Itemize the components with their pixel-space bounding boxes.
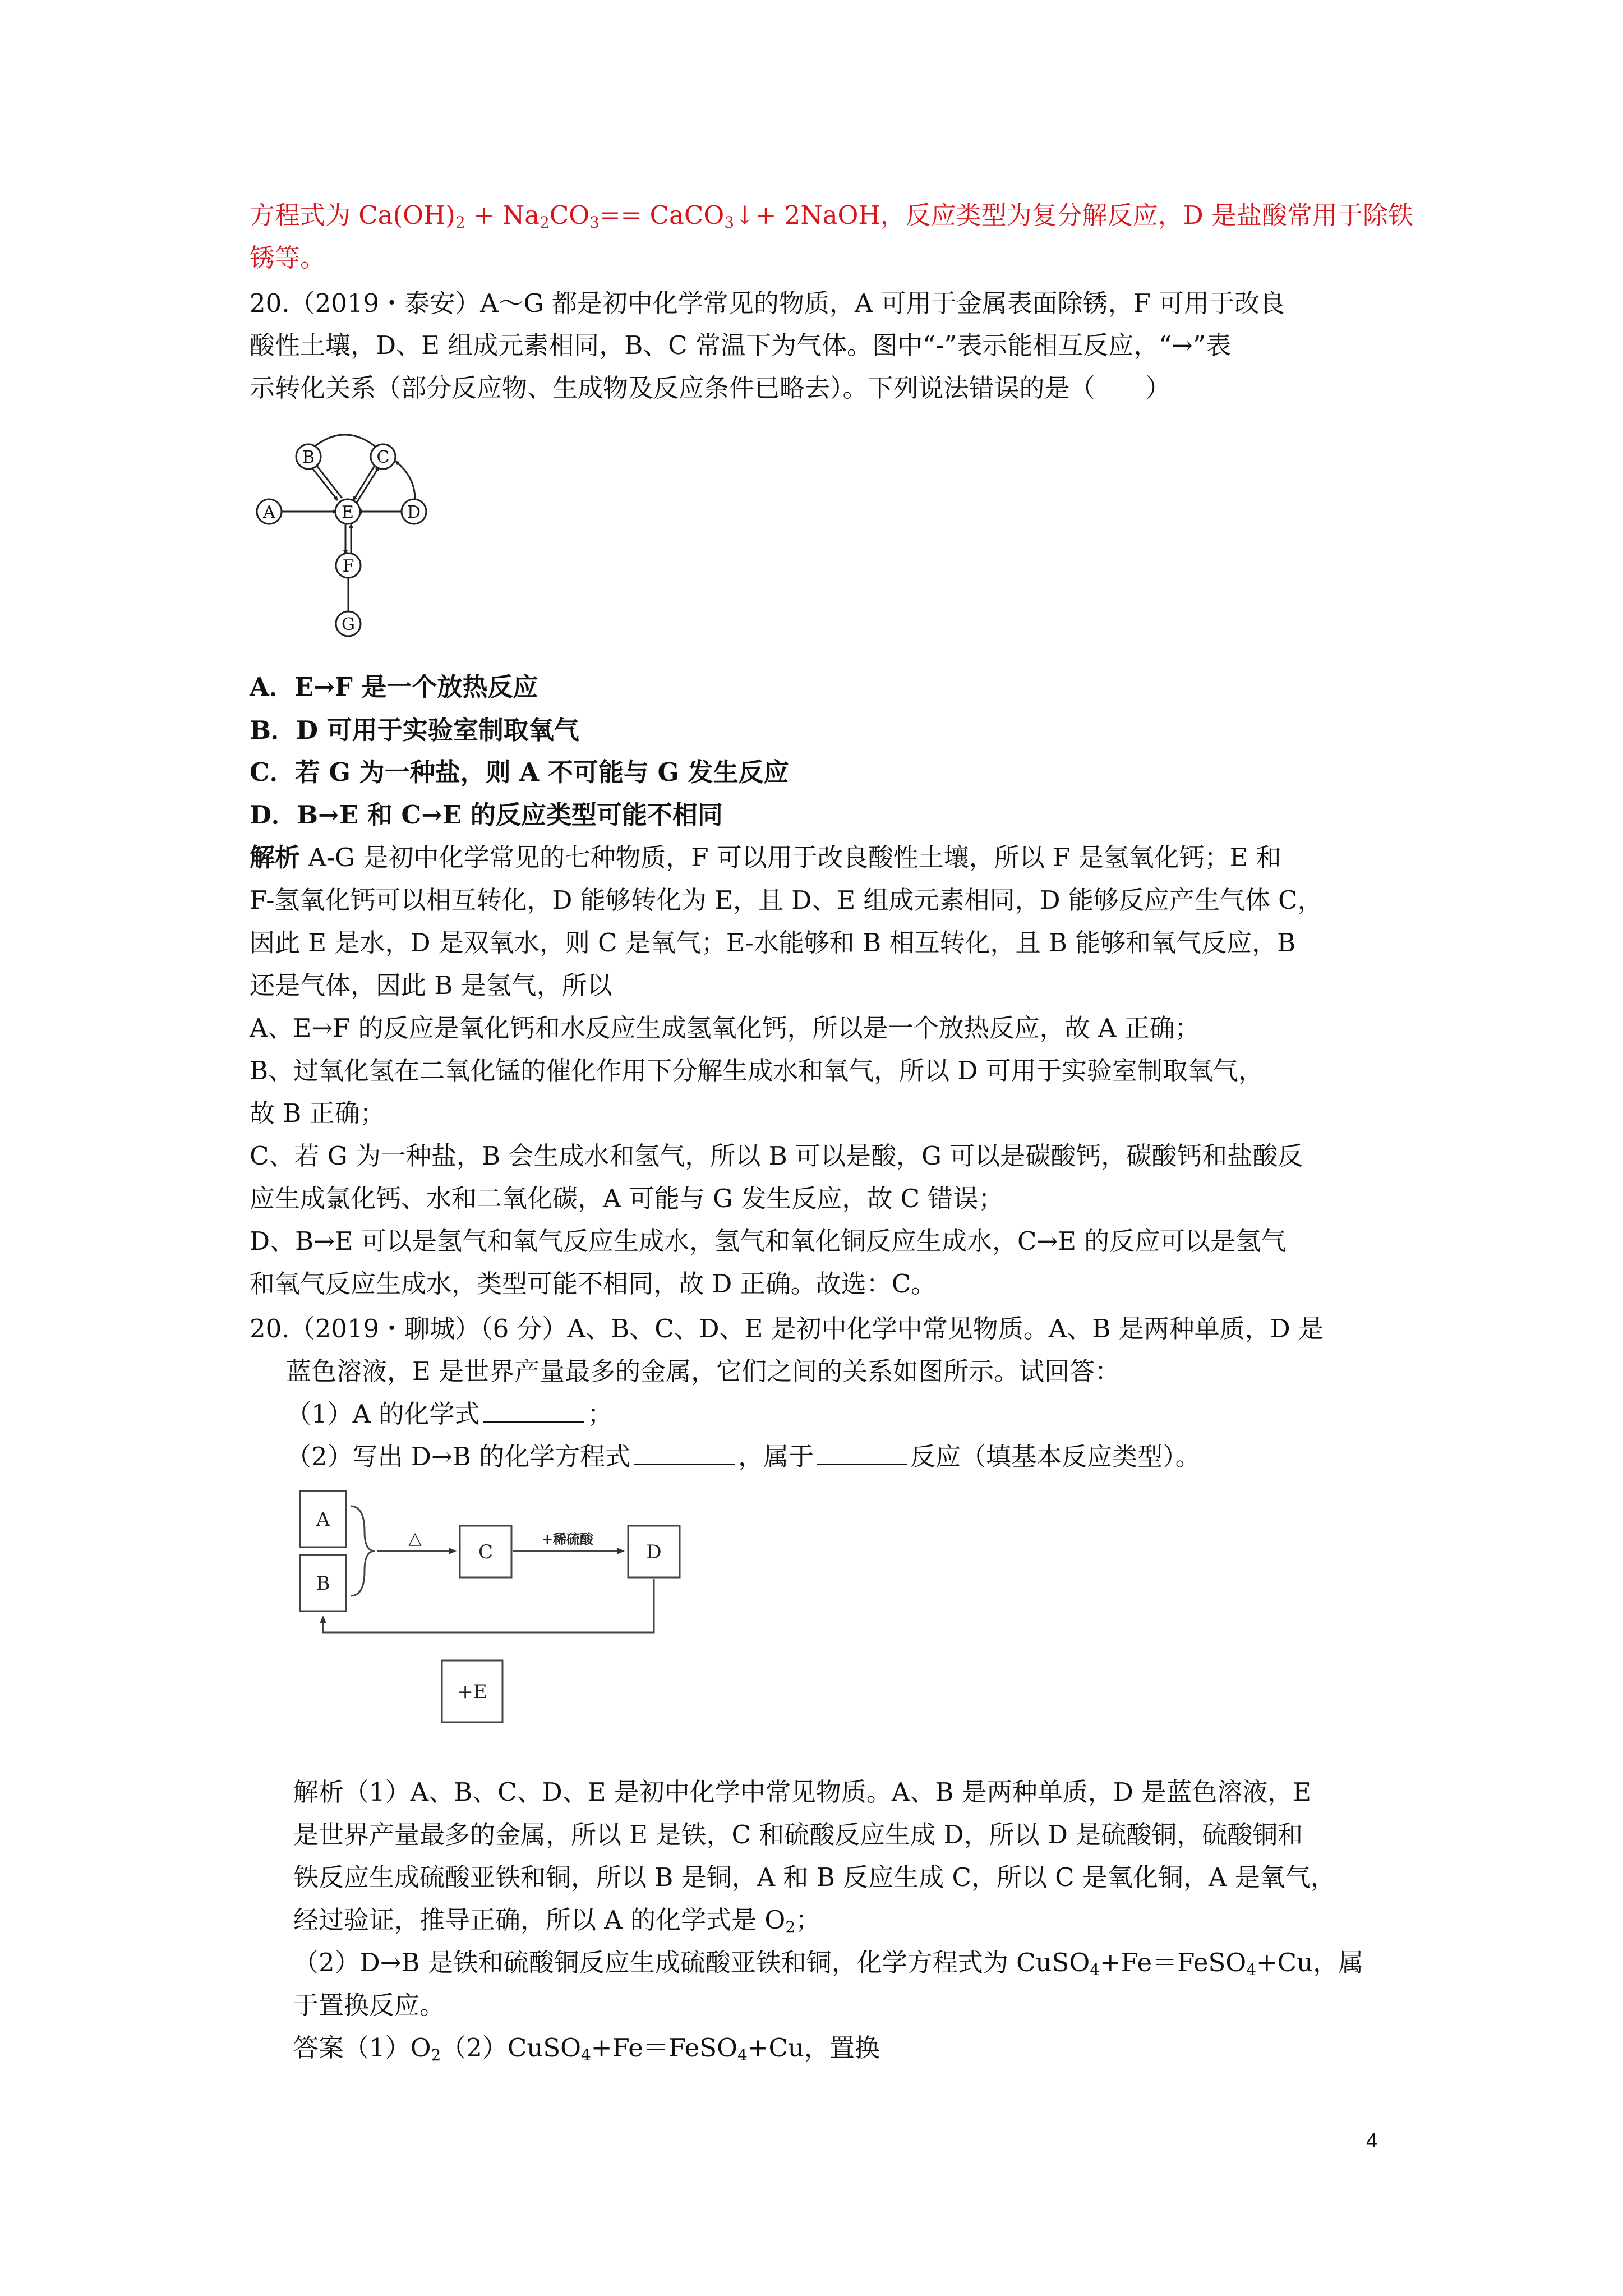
flow-box-b: B [316,1572,330,1595]
q1-analysis-line-7: 故 B 正确； [250,1098,385,1128]
q2-analysis-line-2: 是世界产量最多的金属，所以 E 是铁，C 和硫酸反应生成 D，所以 D 是硫酸铜，硫酸铜和 [293,1820,1303,1849]
heat-label: △ [408,1529,422,1548]
flow-box-e: +E [457,1681,487,1703]
q2-stem-line-1: 20.（2019・聊城）（6 分）A、B、C、D、E 是初中化学中常见物质。A、B 是两种单质，D 是 [250,1314,1324,1343]
answer-blank-3[interactable] [817,1439,907,1465]
flow-box-a: A [316,1508,330,1531]
node-a: A [263,503,275,522]
q1-option-a: A．E→F 是一个放热反应 [250,672,538,702]
node-d: D [407,503,421,522]
q1-analysis-line-6: B、过氧化氢在二氧化锰的催化作用下分解生成水和氧气，所以 D 可用于实验室制取氧气， [250,1056,1264,1085]
q1-analysis-line-8: C、若 G 为一种盐，B 会生成水和氢气，所以 B 可以是酸，G 可以是碳酸钙，碳酸钙和盐酸反 [250,1141,1303,1171]
q1-analysis-line-10: D、B→E 可以是氢气和氧气反应生成水，氢气和氧化铜反应生成水，C→E 的反应可以是氢气 [250,1226,1287,1256]
node-c: C [376,448,390,467]
q1-analysis-line-5: A、E→F 的反应是氧化钙和水反应生成氢氧化钙，所以是一个放热反应，故 A 正确； [250,1013,1200,1043]
q1-relation-diagram [247,426,482,651]
flow-box-d: D [646,1541,662,1563]
flow-box-c: C [478,1541,494,1563]
q2-analysis-line-6: 于置换反应。 [293,1990,445,2020]
answer-blank-2[interactable] [634,1439,735,1465]
answer-blank-1[interactable] [483,1396,584,1423]
node-f: F [342,556,354,576]
q1-analysis-line-9: 应生成氯化钙、水和二氧化碳，A 可能与 G 发生反应，故 C 错误； [250,1184,1004,1213]
q1-analysis-line-4: 还是气体，因此 B 是氢气，所以 [250,970,612,1000]
q1-analysis-line-3: 因此 E 是水，D 是双氧水，则 C 是氧气；E-水能够和 B 相互转化，且 B 能够和氧气反应，B [250,928,1296,958]
node-g: G [342,615,355,634]
intro-line-2: 锈等。 [250,243,326,273]
q1-option-d: D．B→E 和 C→E 的反应类型可能不相同 [250,800,723,830]
q2-analysis-line-5: （2）D→B 是铁和硫酸铜反应生成硫酸亚铁和铜，化学方程式为 CuSO$_4$+Fe＝FeSO$_4$+Cu，属 [293,1948,1364,1979]
q1-analysis-line-1: 解析 A-G 是初中化学常见的七种物质，F 可以用于改良酸性土壤，所以 F 是氢氧化钙；E 和 [250,843,1281,872]
q1-stem-line-2: 酸性土壤，D、E 组成元素相同，B、C 常温下为气体。图中“-”表示能相互反应，“→”表 [250,330,1231,360]
q2-sub-question-2: （2）写出 D→B 的化学方程式 ，属于 反应（填基本反应类型）。 [286,1439,1201,1475]
node-b: B [302,448,315,467]
q2-analysis-line-1: 解析（1）A、B、C、D、E 是初中化学中常见物质。A、B 是两种单质，D 是蓝色溶液，E [293,1777,1311,1807]
node-e: E [342,503,354,522]
q1-stem-line-3: 示转化关系（部分反应物、生成物及反应条件已略去）。下列说法错误的是（ ） [250,373,1171,403]
q2-answer: 答案$(1)O_2(2)CuSO_4+Fe=FeSO_4+Cu$，置换 [293,2033,880,2064]
q2-flow-diagram [280,1481,707,1728]
q1-stem-line-1: 20.（2019・泰安）A～G 都是初中化学常见的物质，A 可用于金属表面除锈，F 可用于改良 [250,288,1285,318]
q2-analysis-line-3: 铁反应生成硫酸亚铁和铜，所以 B 是铜，A 和 B 反应生成 C，所以 C 是氧化铜，A 是氧气， [293,1862,1336,1892]
q1-analysis-line-2: F-氢氧化钙可以相互转化，D 能够转化为 E，且 D、E 组成元素相同，D 能够反应产生气体 C， [250,885,1323,915]
dilute-sulfuric-acid-label: +稀硫酸 [541,1531,594,1547]
q2-analysis-line-4: 经过验证，推导正确，所以 A 的化学式是 $O_2$； [293,1905,821,1936]
q2-sub-question-1: （1）A 的化学式 ； [286,1396,612,1432]
q1-option-b: B．D 可用于实验室制取氧气 [250,715,579,745]
q2-stem-line-2: 蓝色溶液，E 是世界产量最多的金属，它们之间的关系如图所示。试回答： [286,1356,1121,1386]
q1-analysis-line-11: 和氧气反应生成水，类型可能不相同，故 D 正确。故选：C。 [250,1269,937,1299]
q1-option-c: C．若 G 为一种盐，则 A 不可能与 G 发生反应 [250,757,789,787]
page-number: 4 [1366,2129,1378,2152]
intro-line-1: 方程式为 $Ca(OH)_2 + Na_2CO_3==$ CaCO$_3$↓+ 2NaOH，反应类型为复分解反应，D 是盐酸常用于除铁 [250,200,1414,232]
